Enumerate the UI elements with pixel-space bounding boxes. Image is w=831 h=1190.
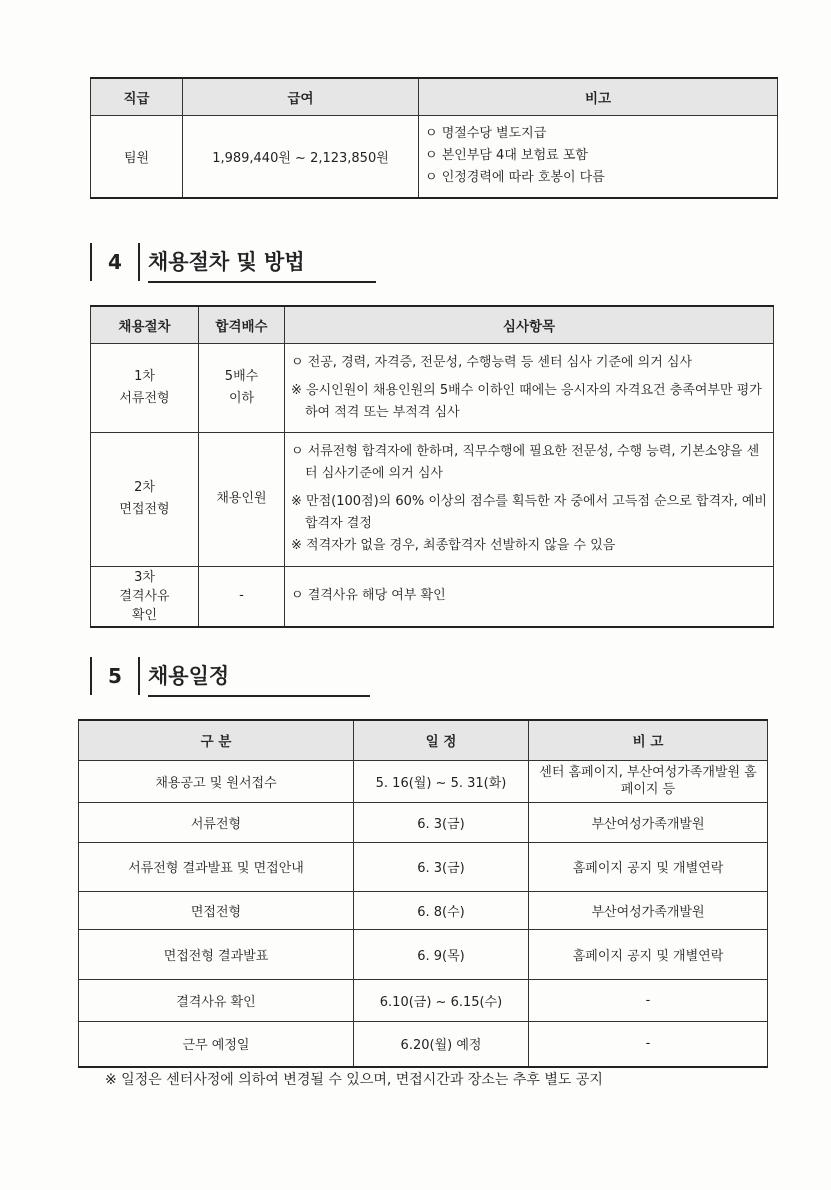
table-row: [79, 1021, 768, 1067]
schedule-footnote: ※ 일정은 센터사정에 의하여 변경될 수 있으며, 면접시간과 장소는 추후 별도 공지: [105, 1072, 603, 1088]
header-remark: 비 고: [529, 720, 768, 760]
item-line: ㅇ 서류전형 합격자에 한하며, 직무수행에 필요한 전문성, 수행 능력, 기본소양을 센터 심사기준에 의거 심사: [291, 444, 760, 481]
ratio-cell: [199, 343, 285, 432]
schedule-note: 부산여성가족개발원: [529, 891, 768, 929]
table-row: [91, 343, 774, 432]
schedule-note: -: [529, 1021, 768, 1067]
schedule-date: 6. 3(금): [354, 842, 529, 891]
table-row: [79, 891, 768, 929]
note-line: ㅇ 인정경력에 따라 호봉이 다름: [425, 170, 605, 186]
header-category: 구 분: [79, 720, 354, 760]
section-4-heading: [90, 243, 376, 281]
schedule-date: 6. 8(수): [354, 891, 529, 929]
item-line: ※ 만점(100점)의 60% 이상의 점수를 획득한 자 중에서 고득점 순으로 합격자, 예비합격자 결정: [291, 494, 767, 531]
step-line: 확인: [131, 607, 158, 623]
ratio-line: 이하: [228, 390, 255, 406]
step-line: 3차: [134, 569, 155, 585]
ratio-cell: 채용인원: [199, 432, 285, 566]
pay-cell: 1,989,440원 ~ 2,123,850원: [183, 115, 419, 198]
schedule-item: 서류전형 결과발표 및 면접안내: [79, 842, 354, 891]
header-rank: 직급: [91, 78, 183, 115]
schedule-note: 부산여성가족개발원: [529, 802, 768, 842]
schedule-item: 근무 예정일: [79, 1021, 354, 1067]
schedule-item: 면접전형: [79, 891, 354, 929]
step-line: 2차: [134, 480, 155, 495]
schedule-note: -: [529, 979, 768, 1021]
step-cell: [91, 432, 199, 566]
table-row: [79, 842, 768, 891]
table-row: [79, 979, 768, 1021]
header-step: 채용절차: [91, 306, 199, 343]
table-row: [79, 929, 768, 979]
section-number: 5: [90, 657, 140, 695]
table-row: [79, 802, 768, 842]
schedule-note: 센터 홈페이지, 부산여성가족개발원 홈페이지 등: [529, 760, 768, 802]
salary-table: [90, 77, 778, 199]
section-number: 4: [90, 243, 140, 281]
schedule-date: 6. 3(금): [354, 802, 529, 842]
item-line: ※ 응시인원이 채용인원의 5배수 이하인 때에는 응시자의 자격요건 충족여부만 평가하여 적격 또는 부적격 심사: [291, 382, 762, 420]
ratio-cell: -: [199, 566, 285, 627]
note-line: ㅇ 명절수당 별도지급: [425, 126, 547, 142]
schedule-item: 채용공고 및 원서접수: [79, 760, 354, 802]
header-pay: 급여: [183, 78, 419, 115]
table-row: [91, 432, 774, 566]
schedule-table: [78, 719, 768, 1068]
table-row: [79, 760, 768, 802]
step-line: 결격사유: [119, 588, 170, 604]
header-ratio: 합격배수: [199, 306, 285, 343]
items-cell: [285, 566, 774, 627]
header-date: 일 정: [354, 720, 529, 760]
note-line: ㅇ 본인부담 4대 보험료 포함: [425, 148, 588, 164]
schedule-item: 면접전형 결과발표: [79, 929, 354, 979]
step-line: 면접전형: [119, 502, 170, 517]
step-cell: [91, 566, 199, 627]
header-notes: 비고: [419, 78, 778, 115]
step-cell: [91, 343, 199, 432]
schedule-item: 결격사유 확인: [79, 979, 354, 1021]
procedure-table: [90, 305, 774, 628]
schedule-date: 6. 9(목): [354, 929, 529, 979]
section-5-heading: [90, 657, 370, 695]
schedule-item: 서류전형: [79, 802, 354, 842]
schedule-note: 홈페이지 공지 및 개별연락: [529, 929, 768, 979]
schedule-date: 6.20(월) 예정: [354, 1021, 529, 1067]
table-row: [91, 566, 774, 627]
items-cell: [285, 432, 774, 566]
schedule-date: 5. 16(월) ~ 5. 31(화): [354, 760, 529, 802]
ratio-line: 5배수: [224, 368, 259, 384]
section-title: 채용절차 및 방법: [148, 250, 305, 274]
notes-cell: [419, 115, 778, 198]
rank-cell: 팀원: [91, 115, 183, 198]
item-line: ㅇ 전공, 경력, 자격증, 전문성, 수행능력 등 센터 심사 기준에 의거 심사: [291, 354, 693, 370]
step-line: 1차: [134, 368, 155, 384]
header-items: 심사항목: [285, 306, 774, 343]
item-line: ※ 적격자가 없을 경우, 최종합격자 선발하지 않을 수 있음: [291, 538, 616, 553]
schedule-note: 홈페이지 공지 및 개별연락: [529, 842, 768, 891]
step-line: 서류전형: [119, 390, 170, 406]
section-title: 채용일정: [148, 664, 230, 688]
items-cell: [285, 343, 774, 432]
schedule-date: 6.10(금) ~ 6.15(수): [354, 979, 529, 1021]
item-line: ㅇ 결격사유 해당 여부 확인: [291, 588, 446, 604]
